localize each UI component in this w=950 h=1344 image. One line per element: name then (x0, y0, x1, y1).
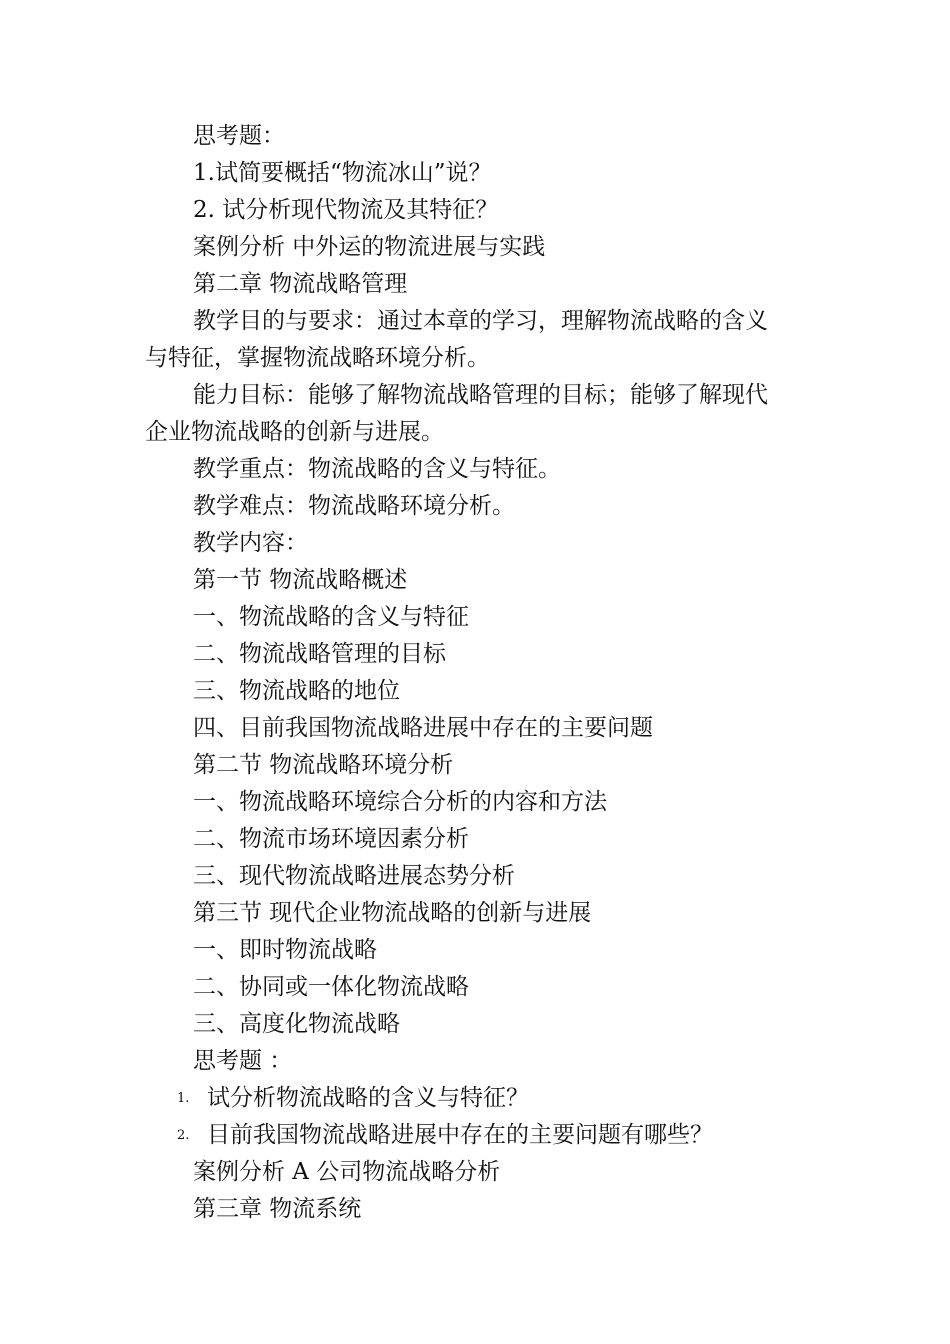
outline-item: 二、物流市场环境因素分析 (193, 826, 469, 852)
objectives-text-cont: 与特征，掌握物流战略环境分析。 (145, 345, 490, 371)
question-item: 2. 试分析现代物流及其特征？ (193, 197, 499, 223)
difficulties: 教学难点：物流战略环境分析。 (193, 493, 515, 519)
outline-item: 四、目前我国物流战略进展中存在的主要问题 (193, 715, 653, 741)
questions-heading: 思考题 ： (193, 1048, 293, 1074)
outline-item: 三、高度化物流战略 (193, 1011, 400, 1037)
key-points: 教学重点：物流战略的含义与特征。 (193, 456, 561, 482)
case-study: 案例分析 A 公司物流战略分析 (193, 1159, 501, 1185)
ability-text: 能力目标：能够了解物流战略管理的目标；能够了解现代 (193, 382, 768, 408)
question-number: 2. (177, 1128, 190, 1143)
question-item: 1.试简要概括“物流冰山”说？ (193, 160, 492, 186)
question-text: 试分析物流战略的含义与特征？ (207, 1085, 529, 1111)
question-item (145, 1080, 805, 1117)
outline-item: 三、现代物流战略进展态势分析 (193, 863, 515, 889)
outline-item: 二、物流战略管理的目标 (193, 641, 446, 667)
outline-item: 一、物流战略环境综合分析的内容和方法 (193, 789, 607, 815)
outline-item: 一、即时物流战略 (193, 937, 377, 963)
section-title: 第三节 现代企业物流战略的创新与进展 (193, 900, 592, 926)
questions-heading: 思考题： (193, 123, 285, 149)
question-text: 目前我国物流战略进展中存在的主要问题有哪些？ (207, 1122, 713, 1148)
section-title: 第一节 物流战略概述 (193, 567, 408, 593)
objectives-text: 教学目的与要求：通过本章的学习，理解物流战略的含义 (193, 308, 768, 334)
question-item (145, 1117, 805, 1154)
document-body (145, 118, 805, 1228)
outline-item: 三、物流战略的地位 (193, 678, 400, 704)
chapter-title: 第二章 物流战略管理 (193, 271, 408, 297)
outline-item: 一、物流战略的含义与特征 (193, 604, 469, 630)
case-study: 案例分析 中外运的物流进展与实践 (193, 234, 546, 260)
outline-item: 二、协同或一体化物流战略 (193, 974, 469, 1000)
ability-text-cont: 企业物流战略的创新与进展。 (145, 419, 444, 445)
chapter-title: 第三章 物流系统 (193, 1196, 362, 1222)
question-number: 1. (177, 1091, 190, 1106)
section-title: 第二节 物流战略环境分析 (193, 752, 454, 778)
content-heading: 教学内容： (193, 530, 308, 556)
